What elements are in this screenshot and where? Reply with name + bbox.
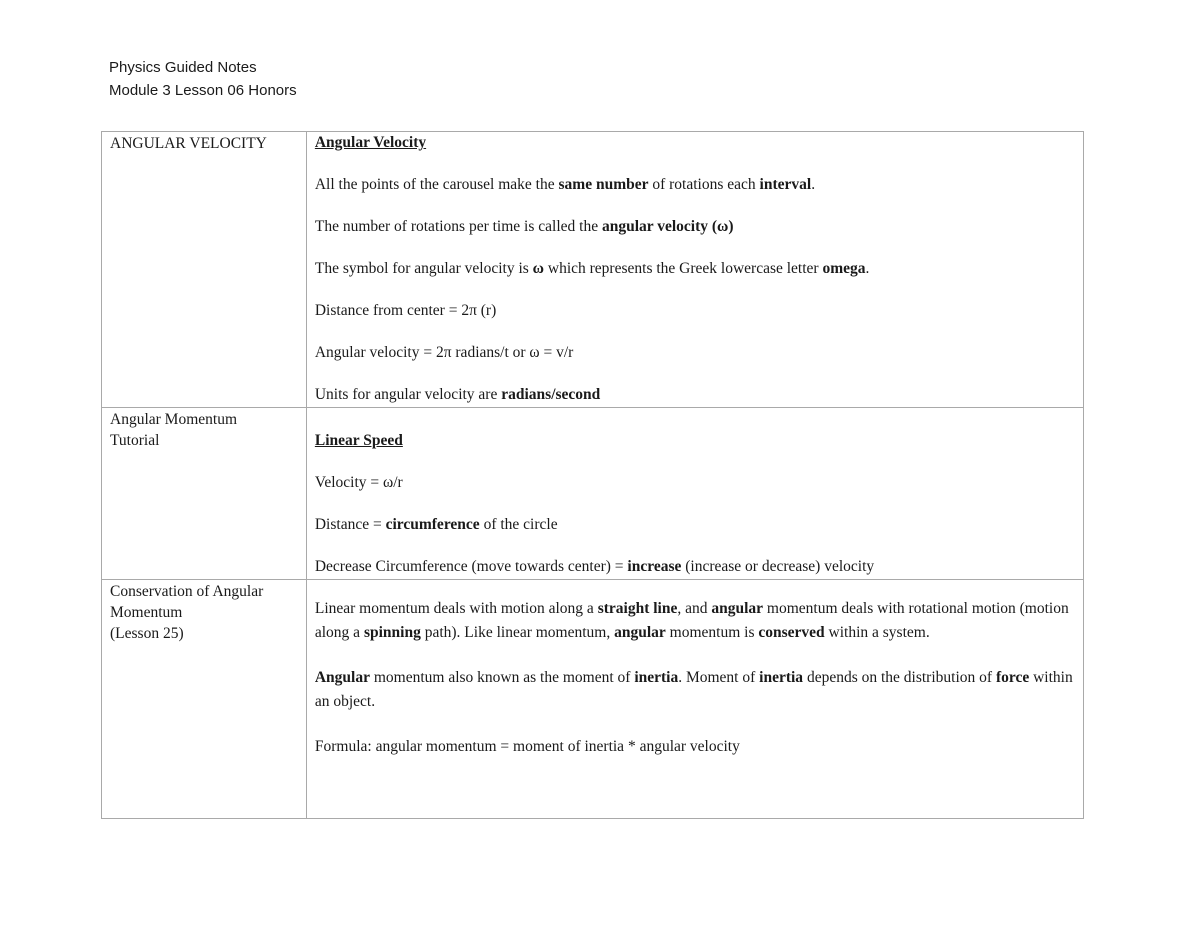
note-paragraph: The symbol for angular velocity is ω which represents the Greek lowercase letter omega.	[314, 260, 870, 277]
note-paragraph: Angular momentum also known as the moment of inertia. Moment of inertia depends on the distribution of force within an object.	[314, 669, 1073, 710]
topic-label: (Lesson 25)	[110, 625, 184, 642]
notes-table	[101, 131, 1084, 819]
content-cell	[306, 408, 1083, 580]
note-paragraph: Units for angular velocity are radians/second	[314, 386, 601, 403]
section-heading: Linear Speed	[314, 432, 403, 449]
document-header	[109, 56, 297, 102]
note-paragraph: Distance from center = 2π (r)	[314, 302, 497, 319]
note-paragraph: Formula: angular momentum = moment of inertia * angular velocity	[314, 738, 740, 755]
note-paragraph: Velocity = ω/r	[314, 474, 403, 491]
note-paragraph: Linear momentum deals with motion along a straight line, and angular momentum deals with rotational motion (motion along a spinning path). Like linear momentum, angular momentum is conserved within a system.	[314, 600, 1069, 641]
topic-cell	[102, 132, 307, 408]
content-cell	[306, 580, 1083, 819]
document-title: Physics Guided Notes	[109, 59, 257, 76]
notes-row-angular-momentum-tutorial	[102, 408, 1084, 580]
section-heading: Angular Velocity	[314, 134, 427, 151]
topic-label: Angular Momentum	[110, 411, 237, 428]
note-paragraph: Angular velocity = 2π radians/t or ω = v/r	[314, 344, 574, 361]
document-subtitle: Module 3 Lesson 06 Honors	[109, 82, 297, 99]
note-paragraph: Distance = circumference of the circle	[314, 516, 558, 533]
note-paragraph: All the points of the carousel make the same number of rotations each interval.	[314, 176, 816, 193]
content-cell	[306, 132, 1083, 408]
note-paragraph: Decrease Circumference (move towards center) = increase (increase or decrease) velocity	[314, 558, 875, 575]
notes-row-conservation-of-angular-momentum	[102, 580, 1084, 819]
note-paragraph: The number of rotations per time is called the angular velocity (ω)	[314, 218, 734, 235]
topic-label: Momentum	[110, 604, 183, 621]
topic-label: Conservation of Angular	[110, 583, 264, 600]
topic-label: Tutorial	[110, 432, 160, 449]
topic-cell	[102, 408, 307, 580]
topic-cell	[102, 580, 307, 819]
notes-row-angular-velocity	[102, 132, 1084, 408]
topic-label: ANGULAR VELOCITY	[110, 135, 267, 152]
